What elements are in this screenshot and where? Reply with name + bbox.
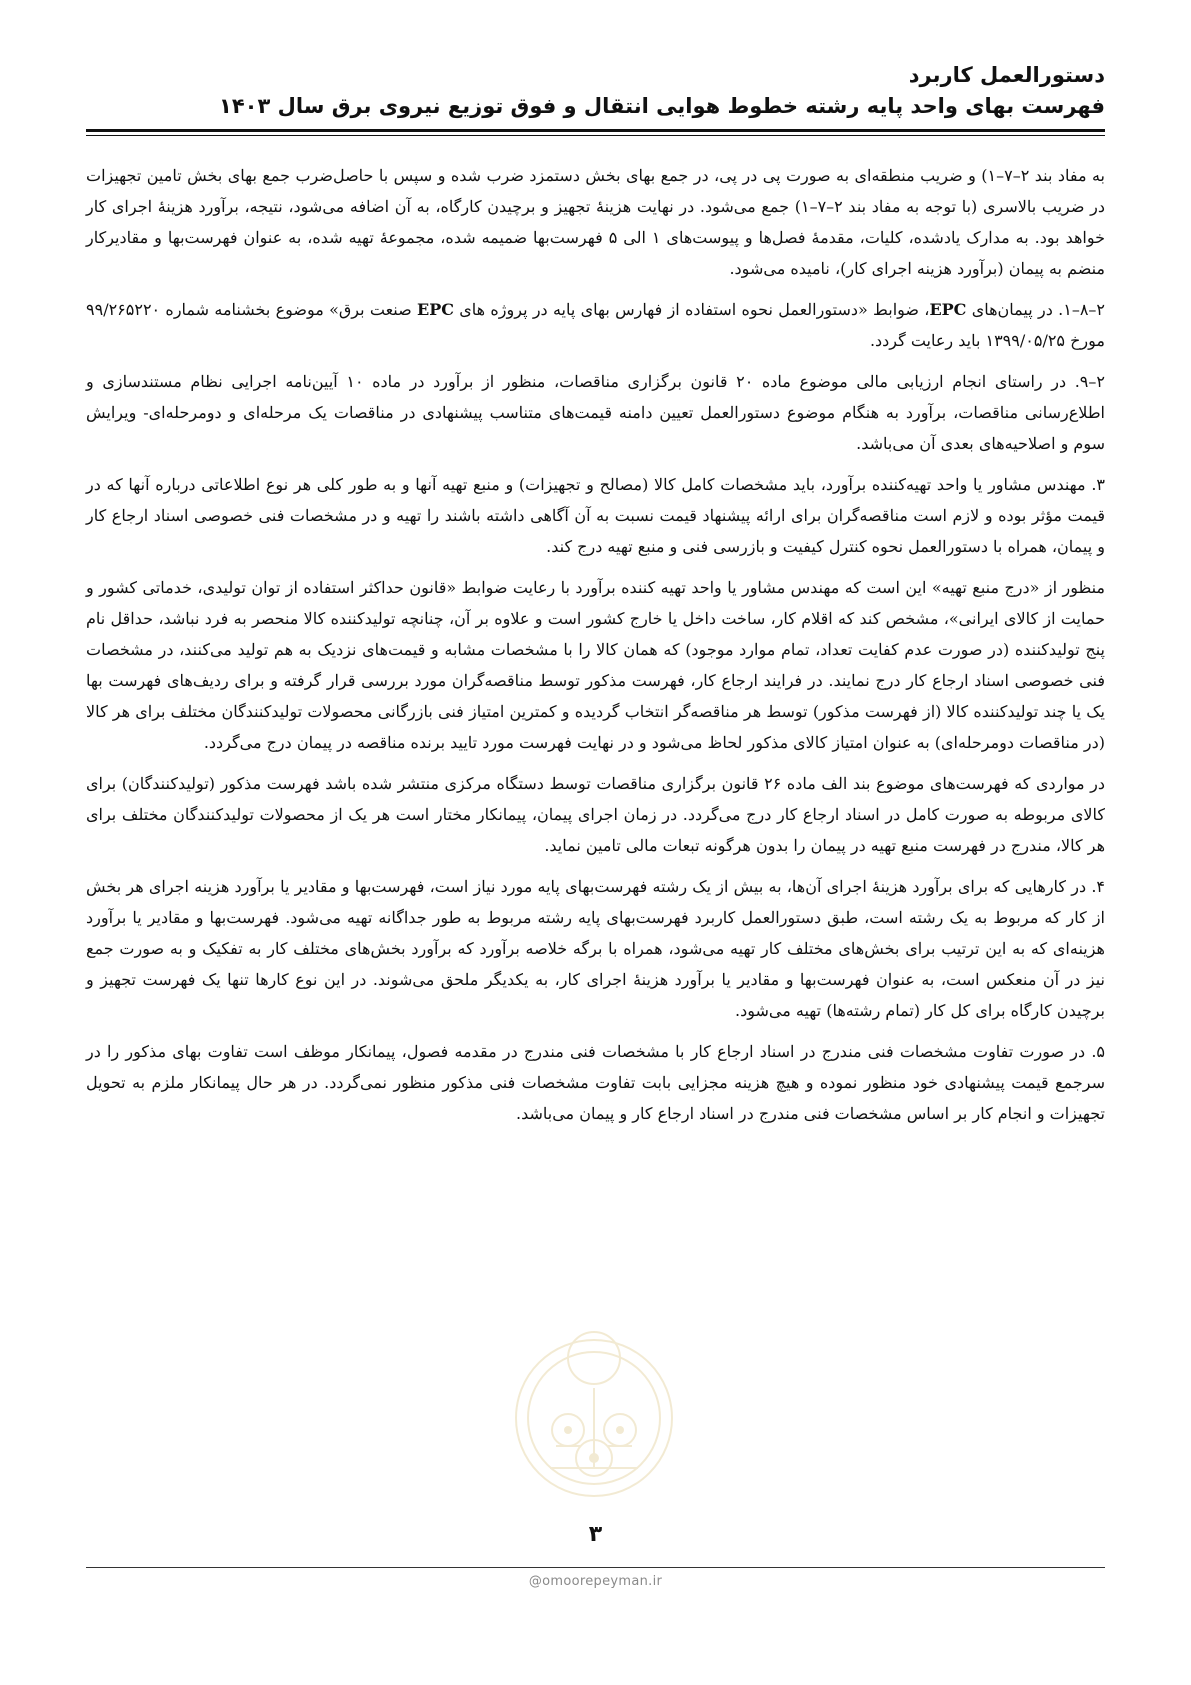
- paragraph-4: ۴. در کارهایی که برای برآورد هزینهٔ اجرای آن‌ها، به بیش از یک رشته فهرست‌بهای پایه مورد نیاز است، فهرست‌بها و مقادیر یا برآورد هزینه اجرای هر بخش از کار که مربوط به یک رشته است، طبق دستورالعمل کاربرد فهرست‌بهای پایه رشته مربوط به طور جداگانه تهیه می‌شود. فهرست‌بها و مقادیر یا برآورد هزینه‌ای که به این ترتیب برای بخش‌های مختلف کار تهیه می‌شود، همراه با برگه خلاصه برآورد که برآورد بخش‌های مختلف کار به تفکیک و به صورت جمع نیز در آن منعکس است، به عنوان فهرست‌بها و مقادیر یا برآورد هزینهٔ اجرای کار، به یکدیگر ملحق می‌شوند. در این نوع کارها تنها یک فهرست تجهیز و برچیدن کارگاه برای کل کار (تمام رشته‌ها) تهیه می‌شود.: [86, 877, 1105, 1020]
- header-rule-thin: [86, 135, 1105, 136]
- epc-term: EPC: [929, 300, 967, 319]
- paragraph-continuation: به مفاد بند ۲–۷–۱) و ضریب منطقه‌ای به صورت پی در پی، در جمع بهای بخش دستمزد ضرب شده و سپس با حاصل‌ضرب جمع بهای بخش تامین تجهیزات در ضریب بالاسری (با توجه به مفاد بند ۲–۷–۱) جمع می‌شود. در نهایت هزینهٔ تجهیز و برچیدن کارگاه، به آن اضافه می‌شود، نتیجه، برآورد هزینهٔ اجرای کار خواهد بود. به مدارک یادشده، کلیات، مقدمهٔ فصل‌ها و پیوست‌های ۱ الی ۵ فهرست‌بها ضمیمه شده، مجموعهٔ تهیه شده، به عنوان فهرست‌بها و مقادیرکار منضم به پیمان (برآورد هزینه اجرای کار)، نامیده می‌شود.: [86, 166, 1106, 278]
- paragraph-source-definition: منظور از «درج منبع تهیه» این است که مهندس مشاور یا واحد تهیه کننده برآورد با رعایت ضوابط «قانون حداکثر استفاده از توان تولیدی، خدماتی کشور و حمایت از کالای ایرانی»، مشخص کند که اقلام کار، ساخت داخل یا خارج کشور است و علاوه بر آن، چنانچه تولیدکننده کالا منحصر به فرد نباشد، حداقل نام پنج تولیدکننده (در صورت عدم کفایت تعداد، تمام موارد موجود) که همان کالا را با مشخصات مشابه و قیمت‌های نزدیک به هم تولید می‌کنند، در مشخصات فنی خصوصی اسناد ارجاع کار درج نمایند. در فرایند ارجاع کار، فهرست مذکور توسط مناقصه‌گران مورد بررسی قرار گرفته و برای ردیف‌های فهرست بها یک یا چند تولیدکننده کالا (از فهرست مذکور) توسط هر مناقصه‌گر انتخاب گردیده و کمترین امتیاز فنی بازرگانی محصولات تولیدکنندگان مختلف برای هر کالا (در مناقصات دومرحله‌ای) به عنوان امتیاز کالای مذکور لحاظ می‌شود و در نهایت فهرست مورد تایید برنده مناقصه در پیمان درج می‌گردد.: [86, 578, 1105, 752]
- paragraph-2-9: ۲–۹. در راستای انجام ارزیابی مالی موضوع ماده ۲۰ قانون برگزاری مناقصات، منظور از برآورد در ماده ۱۰ آیین‌نامه اجرایی نظام مستندسازی و اطلاع‌رسانی مناقصات، برآورد به هنگام موضوع دستورالعمل تعیین دامنه قیمت‌های متناسب پیشنهادی در مناقصات یک مرحله‌ای و دومرحله‌ای- ویرایش سوم و اصلاحیه‌های بعدی آن می‌باشد.: [86, 372, 1106, 453]
- paragraph-2-8-1: [86, 294, 1105, 356]
- paragraph-central-list: در مواردی که فهرست‌های موضوع بند الف ماده ۲۶ قانون برگزاری مناقصات توسط دستگاه مرکزی منتشر شده باشد فهرست مذکور (تولیدکنندگان) برای کالای مربوطه به صورت کامل در اسناد ارجاع کار درج می‌گردد. در زمان اجرای پیمان، پیمانکار مختار است هر یک از محصولات تولیدکنندگان مختلف برای هر کالا، مندرج در فهرست منبع تهیه در پیمان را بدون هرگونه تبعات مالی تامین نماید.: [86, 774, 1106, 855]
- page-number: ۳: [588, 1522, 603, 1547]
- header-rule-thick: [86, 129, 1105, 132]
- epc-term: EPC: [417, 300, 454, 319]
- seal-watermark-icon: [508, 1318, 680, 1506]
- paragraph-2-8-1-part-c: صنعت برق» موضوع بخشنامه شماره ۹۹/۲۶۵۲۲۰ مورخ ۱۳۹۹/۰۵/۲۵ باید رعایت گردد.: [86, 300, 1105, 350]
- footer-website-link[interactable]: @omoorepeyman.ir: [528, 1574, 663, 1589]
- document-title: دستورالعمل کاربرد: [908, 63, 1105, 87]
- paragraph-3: ۳. مهندس مشاور یا واحد تهیه‌کننده برآورد، باید مشخصات کامل کالا (مصالح و تجهیزات) و منبع تهیه آنها و به طور کلی هر نوع اطلاعاتی درباره آنها که در قیمت مؤثر بوده و لازم است مناقصه‌گران برای ارائه پیشنهاد قیمت نسبت به آن آگاهی داشته باشند را تهیه و در مشخصات فنی خصوصی اسناد ارجاع کار و پیمان، همراه با دستورالعمل نحوه کنترل کیفیت و بازرسی فنی و منبع تهیه درج کند.: [86, 475, 1106, 556]
- footer-rule: [86, 1567, 1105, 1568]
- document-body: [86, 160, 1105, 1139]
- document-subtitle: فهرست بهای واحد پایه رشته خطوط هوایی انتقال و فوق توزیع نیروی برق سال ۱۴۰۳: [219, 94, 1105, 118]
- page-header: [86, 60, 1105, 122]
- paragraph-5: ۵. در صورت تفاوت مشخصات فنی مندرج در اسناد ارجاع کار با مشخصات فنی مندرج در مقدمه فصول، پیمانکار موظف است تفاوت بهای مذکور را در سرجمع قیمت پیشنهادی خود منظور نموده و هیچ هزینه مجزایی بابت تفاوت مشخصات فنی مذکور منظور نمی‌گردد. در هر حال پیمانکار ملزم به تحویل تجهیزات و انجام کار بر اساس مشخصات فنی مندرج در اسناد ارجاع کار و پیمان می‌باشد.: [86, 1042, 1105, 1123]
- paragraph-2-8-1-part-b: ، ضوابط «دستورالعمل نحوه استفاده از فهارس بهای پایه در پروژه های: [453, 300, 930, 319]
- paragraph-2-8-1-part-a: ۲–۸–۱. در پیمان‌های: [966, 300, 1106, 319]
